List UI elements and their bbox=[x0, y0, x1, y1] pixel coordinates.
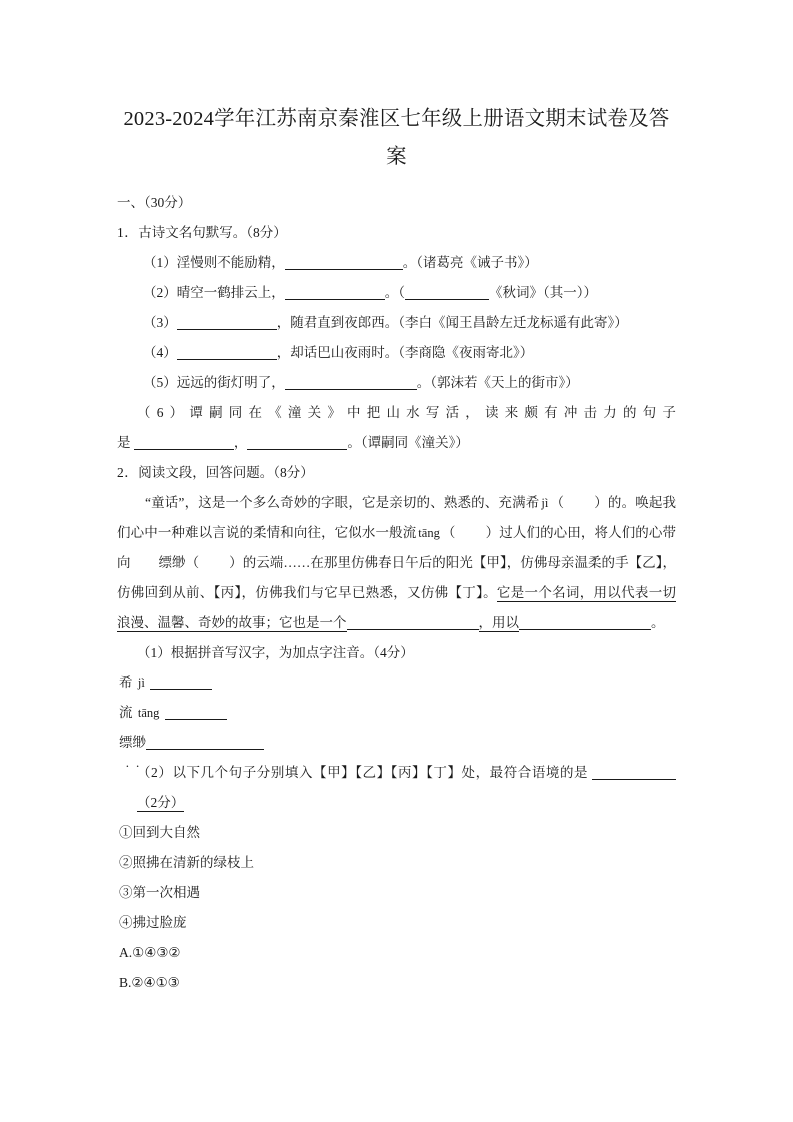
question-2-stem-text: 阅读文段，回答问题。（8分） bbox=[138, 465, 314, 480]
item-2-text-after: 《秋词》（其一）） bbox=[489, 285, 597, 300]
answer-word-ji: 希 bbox=[119, 675, 133, 690]
item-5-text-after: 。（郭沫若《天上的街市》） bbox=[416, 375, 579, 390]
question-1-item-6-line2 bbox=[117, 428, 676, 458]
question-1-item-5 bbox=[117, 368, 676, 398]
item-6-stretched-text: （6）谭嗣同在《潼关》中把山水写活，读来颇有冲击力的句子 bbox=[137, 405, 676, 420]
item-1-text-after: 。（诸葛亮《诫子书》） bbox=[402, 255, 538, 270]
passage-pinyin-tang: tāng bbox=[418, 526, 440, 540]
question-1-item-4 bbox=[117, 338, 676, 368]
question-1-item-6-line1 bbox=[117, 398, 676, 428]
question-1-item-2 bbox=[117, 278, 676, 308]
item-3-text-after: ，随君直到夜郎西。（李白《闻王昌龄左迁龙标遥有此寄》） bbox=[276, 315, 628, 330]
item-5-blank[interactable] bbox=[285, 375, 417, 390]
item-2-text-middle: 。（ bbox=[384, 285, 405, 300]
item-2-text-before: 晴空一鹤排云上， bbox=[176, 285, 285, 300]
passage-underlined-1: 它是一个名词，用以代表一切浪漫、温馨、奇妙的故事；它也是一个 bbox=[117, 585, 677, 630]
question-1-stem bbox=[117, 218, 676, 248]
passage-blank-noun[interactable] bbox=[347, 615, 479, 630]
answer-line-piaomiao bbox=[117, 728, 676, 758]
question-1-item-3 bbox=[117, 308, 676, 338]
item-3-label: （3） bbox=[143, 315, 177, 330]
choice-option-a[interactable]: A.①④③② bbox=[119, 945, 181, 960]
answer-blank-ji[interactable] bbox=[150, 675, 212, 690]
question-2-stem bbox=[117, 458, 676, 488]
sentence-option-4: ④拂过脸庞 bbox=[119, 915, 187, 930]
sub-2-label: （2） bbox=[137, 765, 173, 780]
passage-part-4: ）的云端……在那里仿佛春日午后的阳光【甲】，仿佛母亲温柔的手【乙】，仿佛回到从前、【丙】，仿佛我们与它早已熟悉，又仿佛【丁】。 bbox=[117, 555, 677, 600]
item-2-blank-b[interactable] bbox=[405, 285, 489, 300]
question-2-sub-1 bbox=[117, 638, 676, 668]
passage-emphasis-piaomiao: 缥缈 .. bbox=[131, 548, 186, 578]
answer-blank-piaomiao[interactable] bbox=[146, 735, 264, 750]
item-4-text-after: ，却话巴山夜雨时。（李商隐《夜雨寄北》） bbox=[276, 345, 534, 360]
question-1-item-1 bbox=[117, 248, 676, 278]
sub-2-text: 以下几个句子分别填入【甲】【乙】【丙】【丁】处，最符合语境的是 bbox=[172, 765, 589, 780]
item-6-tail-middle: ， bbox=[233, 435, 248, 450]
sub-2-answer-blank[interactable] bbox=[592, 765, 676, 780]
passage-part-3: ）过人们的心田，将人们的心带向 bbox=[117, 525, 677, 570]
answer-line-ji bbox=[117, 668, 676, 698]
question-1-number: 1． bbox=[117, 225, 139, 240]
item-4-blank[interactable] bbox=[177, 345, 277, 360]
answer-pinyin-tang: tāng bbox=[137, 706, 160, 720]
passage-tail: 。 bbox=[651, 615, 665, 630]
sentence-option-3: ③第一次相遇 bbox=[119, 885, 200, 900]
answer-pinyin-ji: jì bbox=[137, 676, 145, 690]
answer-line-tang bbox=[117, 698, 676, 728]
sentence-option-1: ①回到大自然 bbox=[119, 825, 200, 840]
choice-option-b[interactable]: B.②④①③ bbox=[119, 975, 180, 990]
passage-part-1: “童话”，这是一个多么奇妙的字眼，它是亲切的、熟悉的、充满希 bbox=[145, 495, 540, 510]
passage-pinyin-ji: jì bbox=[541, 496, 549, 510]
item-6-blank-a[interactable] bbox=[134, 435, 234, 450]
item-6-blank-b[interactable] bbox=[247, 435, 347, 450]
question-1-stem-text: 古诗文名句默写。（8分） bbox=[138, 225, 287, 240]
section-one-header: 一、（30分） bbox=[117, 195, 192, 210]
answer-blank-tang[interactable] bbox=[165, 705, 227, 720]
question-2-number: 2． bbox=[117, 465, 139, 480]
sentence-option-2: ②照拂在清新的绿枝上 bbox=[119, 855, 254, 870]
question-2-passage: “童话”，这是一个多么奇妙的字眼，它是亲切的、熟悉的、充满希 jì （ ）的。唤起我们心中一种难以言说的柔情和向往，它似水一般流 tāng （ ）过人们的心田，将人们的心带向 缥缈 ..（ ）的云端……在那里仿佛春日午后的阳光【甲】，仿佛母亲温柔的手【乙】，仿佛回到从前、【丙】，仿佛我们与它早已熟悉，又仿佛【丁】。它是一个名词，用以代表一切浪漫、温馨、奇妙的故事；它也是一个 ，用以 。 bbox=[117, 488, 676, 638]
item-4-label: （4） bbox=[143, 345, 177, 360]
item-5-label: （5） bbox=[143, 375, 177, 390]
item-2-label: （2） bbox=[143, 285, 177, 300]
sub-2-score: （2分） bbox=[137, 795, 185, 810]
item-1-blank[interactable] bbox=[285, 255, 403, 270]
passage-blank-usage[interactable] bbox=[519, 615, 651, 630]
item-1-text-before: 淫慢则不能励精， bbox=[176, 255, 285, 270]
answer-word-tang: 流 bbox=[119, 705, 133, 720]
sub-1-text: 根据拼音写汉字，为加点字注音。（4分） bbox=[170, 645, 414, 660]
item-5-text-before: 远远的街灯明了， bbox=[176, 375, 285, 390]
page-title: 2023-2024学年江苏南京秦淮区七年级上册语文期末试卷及答案 bbox=[123, 108, 670, 168]
sub-1-label: （1） bbox=[137, 645, 171, 660]
item-2-blank-a[interactable] bbox=[285, 285, 385, 300]
item-6-tail-after: 。（谭嗣同《潼关》） bbox=[347, 435, 469, 450]
item-3-blank[interactable] bbox=[177, 315, 277, 330]
answer-word-piaomiao: 缥缈 .. bbox=[119, 728, 146, 758]
item-1-label: （1） bbox=[143, 255, 177, 270]
passage-underlined-2: ，用以 bbox=[478, 615, 519, 630]
question-2-sub-2 bbox=[117, 758, 676, 818]
item-6-tail-before: 是 bbox=[117, 435, 131, 450]
passage-part-2: ）的。唤起我们心中一种难以言说的柔情和向往，它似水一般流 bbox=[117, 495, 677, 540]
